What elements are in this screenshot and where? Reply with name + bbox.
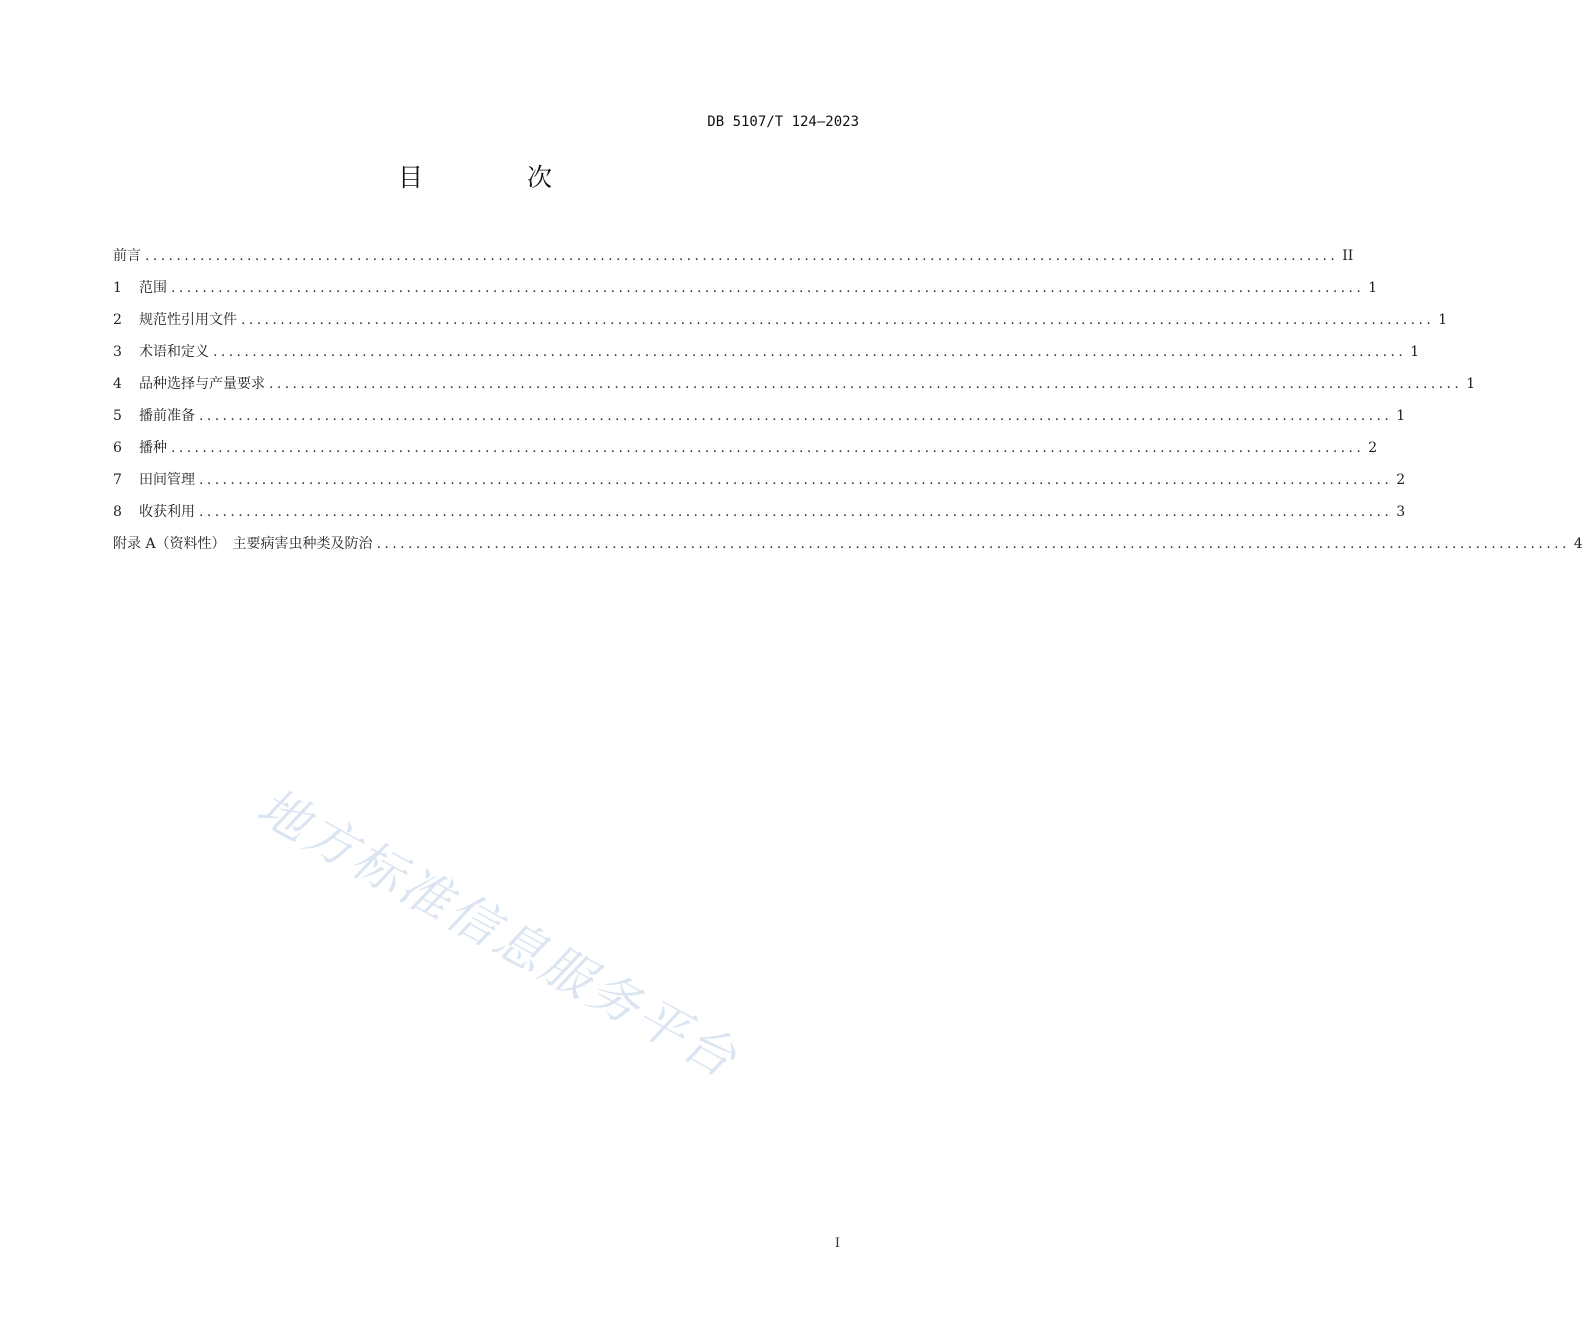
toc-entry-title: 规范性引用文件	[139, 312, 237, 328]
toc-entry-page: 1	[1466, 376, 1476, 392]
dot-leader: ........................................................................................................................................................	[199, 472, 1393, 488]
dot-leader: ........................................................................................................................................................	[199, 408, 1393, 424]
toc-entry-page: 3	[1396, 504, 1406, 520]
toc-entry-number: 5	[113, 408, 122, 424]
watermark: 地方标准信息服务平台	[247, 777, 749, 1090]
toc-entry-scope[interactable]	[113, 278, 1378, 310]
toc-entry-number: 4	[113, 376, 122, 392]
toc-entry-normative-references[interactable]	[113, 310, 1448, 342]
toc-entry-page: 1	[1410, 344, 1420, 360]
toc-entry-page: 1	[1438, 312, 1448, 328]
toc-entry-field-management[interactable]	[113, 470, 1406, 502]
toc-entry-page: 4	[1573, 536, 1583, 552]
dot-leader: ........................................................................................................................................................	[241, 312, 1435, 328]
toc-entry-number: 3	[113, 344, 122, 360]
toc-entry-number: 2	[113, 312, 122, 328]
dot-leader: ........................................................................................................................................................	[213, 344, 1407, 360]
dot-leader: ........................................................................................................................................................	[376, 536, 1570, 552]
toc-entry-title: 田间管理	[139, 472, 195, 488]
dot-leader: ........................................................................................................................................................	[199, 504, 1393, 520]
page-number: I	[834, 1236, 840, 1251]
dot-leader: ........................................................................................................................................................	[145, 248, 1339, 264]
toc-entry-page: 1	[1396, 408, 1406, 424]
dot-leader: ........................................................................................................................................................	[171, 440, 1365, 456]
toc-entry-title: 附录 A（资料性） 主要病害虫种类及防治	[113, 536, 373, 552]
document-code: DB 5107/T 124—2023	[707, 114, 859, 130]
toc-entry-title: 术语和定义	[139, 344, 209, 360]
toc-entry-title: 前言	[113, 248, 141, 264]
toc-entry-variety-selection[interactable]	[113, 374, 1476, 406]
toc-entry-title: 播种	[139, 440, 167, 456]
toc-entry-number: 7	[113, 472, 122, 488]
toc-entry-title: 范围	[139, 280, 167, 296]
toc-entry-title: 收获利用	[139, 504, 195, 520]
toc-entry-page: 2	[1368, 440, 1378, 456]
toc-entry-number: 1	[113, 280, 122, 296]
toc-entry-page: II	[1342, 248, 1354, 264]
toc-entry-pre-sowing[interactable]	[113, 406, 1406, 438]
toc-entry-title: 品种选择与产量要求	[139, 376, 265, 392]
toc-entry-page: 1	[1368, 280, 1378, 296]
dot-leader: ........................................................................................................................................................	[269, 376, 1463, 392]
page-title: 目 次	[398, 163, 600, 192]
table-of-contents	[113, 246, 1583, 566]
toc-entry-terms-definitions[interactable]	[113, 342, 1420, 374]
toc-entry-page: 2	[1396, 472, 1406, 488]
toc-entry-sowing[interactable]	[113, 438, 1378, 470]
toc-entry-title: 播前准备	[139, 408, 195, 424]
toc-entry-number: 6	[113, 440, 122, 456]
toc-entry-number: 8	[113, 504, 122, 520]
toc-entry-foreword[interactable]	[113, 246, 1354, 278]
toc-entry-harvest[interactable]	[113, 502, 1406, 534]
toc-entry-appendix-a[interactable]	[113, 534, 1583, 566]
dot-leader: ........................................................................................................................................................	[171, 280, 1365, 296]
